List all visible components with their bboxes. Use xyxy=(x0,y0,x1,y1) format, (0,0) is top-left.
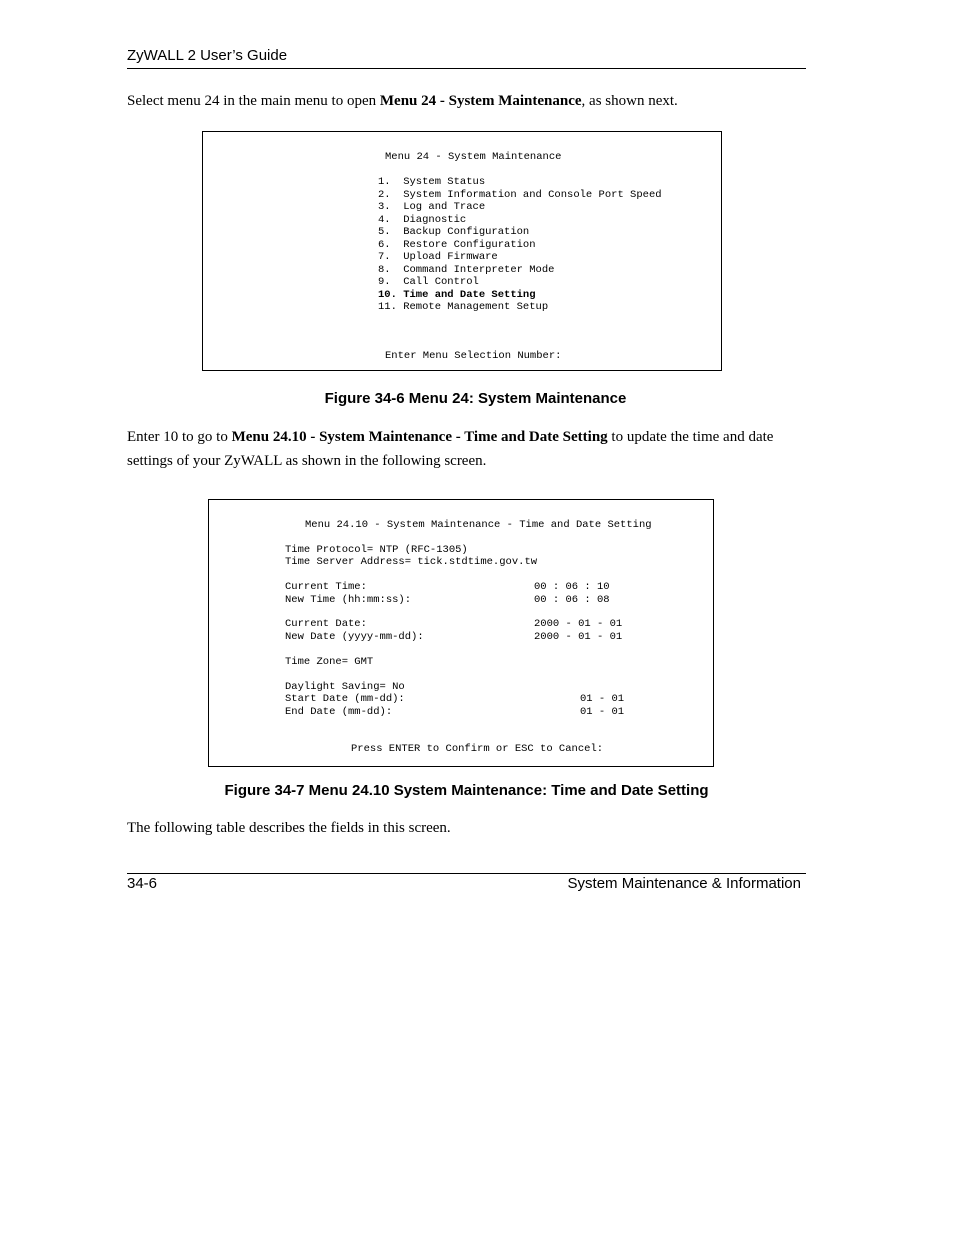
figure-34-6-caption: Figure 34-6 Menu 24: System Maintenance xyxy=(324,390,627,407)
new-date-label: New Date (yyyy-mm-dd): xyxy=(285,631,424,643)
intro-text: Select menu 24 in the main menu to open xyxy=(127,93,380,109)
menu-item-backup-configuration[interactable]: 5. Backup Configuration xyxy=(378,226,530,238)
footer-rule xyxy=(127,873,806,874)
menu2410-title: Menu 24.10 - System Maintenance - Time and Date Setting xyxy=(305,519,652,531)
header-rule xyxy=(127,68,806,69)
menu24-screen xyxy=(202,131,722,371)
menu-item-upload-firmware[interactable]: 7. Upload Firmware xyxy=(378,251,498,263)
running-header: ZyWALL 2 User’s Guide xyxy=(127,47,288,64)
menu2410-prompt[interactable]: Press ENTER to Confirm or ESC to Cancel: xyxy=(351,743,604,755)
footer-section-title: System Maintenance & Information xyxy=(567,875,801,892)
intro-text-end: , as shown next. xyxy=(581,93,678,109)
menu-item-call-control[interactable]: 9. Call Control xyxy=(378,276,479,288)
current-time-label: Current Time: xyxy=(285,581,367,593)
time-server-field[interactable]: Time Server Address= tick.stdtime.gov.tw xyxy=(285,556,538,568)
time-zone-field[interactable]: Time Zone= GMT xyxy=(285,656,374,668)
end-date-field[interactable]: 01 - 01 xyxy=(580,706,625,718)
start-date-label: Start Date (mm-dd): xyxy=(285,693,405,705)
current-date-label: Current Date: xyxy=(285,618,367,630)
new-date-field[interactable]: 2000 - 01 - 01 xyxy=(534,631,623,643)
table-intro-paragraph: The following table describes the fields in this screen. xyxy=(127,820,451,836)
page-number: 34-6 xyxy=(127,875,158,892)
menu2410-intro-paragraph xyxy=(127,425,807,473)
menu-item-diagnostic[interactable]: 4. Diagnostic xyxy=(378,213,467,226)
menu-item-system-information[interactable]: 2. System Information and Console Port Speed xyxy=(378,188,662,201)
menu24-prompt[interactable]: Enter Menu Selection Number: xyxy=(385,350,562,362)
new-time-field[interactable]: 00 : 06 : 08 xyxy=(534,594,610,606)
menu2410-screen xyxy=(208,499,714,767)
intro-menu-ref: Menu 24 - System Maintenance xyxy=(379,93,582,109)
menu-item-remote-management[interactable]: 11. Remote Management Setup xyxy=(378,301,549,313)
current-time-value: 00 : 06 : 10 xyxy=(534,581,610,593)
menu-item-command-interpreter[interactable]: 8. Command Interpreter Mode xyxy=(378,263,555,276)
menu-item-restore-configuration[interactable]: 6. Restore Configuration xyxy=(378,238,536,251)
figure-34-7-caption: Figure 34-7 Menu 24.10 System Maintenance: Time and Date Setting xyxy=(224,782,709,799)
end-date-label: End Date (mm-dd): xyxy=(285,706,393,718)
current-date-value: 2000 - 01 - 01 xyxy=(534,618,623,630)
start-date-field[interactable]: 01 - 01 xyxy=(580,693,625,705)
menu-item-log-and-trace[interactable]: 3. Log and Trace xyxy=(378,201,486,213)
para2-text-end: to update the time and date settings of your ZyWALL as shown in the following screen. xyxy=(127,429,774,469)
para2-text: Enter 10 to go to xyxy=(127,429,232,445)
new-time-label: New Time (hh:mm:ss): xyxy=(285,594,412,606)
time-protocol-field[interactable]: Time Protocol= NTP (RFC-1305) xyxy=(285,544,468,556)
menu-item-time-and-date-setting[interactable]: 10. Time and Date Setting xyxy=(378,288,536,301)
intro-paragraph xyxy=(127,89,807,113)
menu-item-system-status[interactable]: 1. System Status xyxy=(378,176,486,188)
menu24-title: Menu 24 - System Maintenance xyxy=(385,151,562,163)
para2-menu-ref: Menu 24.10 - System Maintenance - Time and Date Setting xyxy=(231,429,608,445)
menu24-list xyxy=(378,176,662,314)
daylight-saving-field[interactable]: Daylight Saving= No xyxy=(285,681,405,693)
